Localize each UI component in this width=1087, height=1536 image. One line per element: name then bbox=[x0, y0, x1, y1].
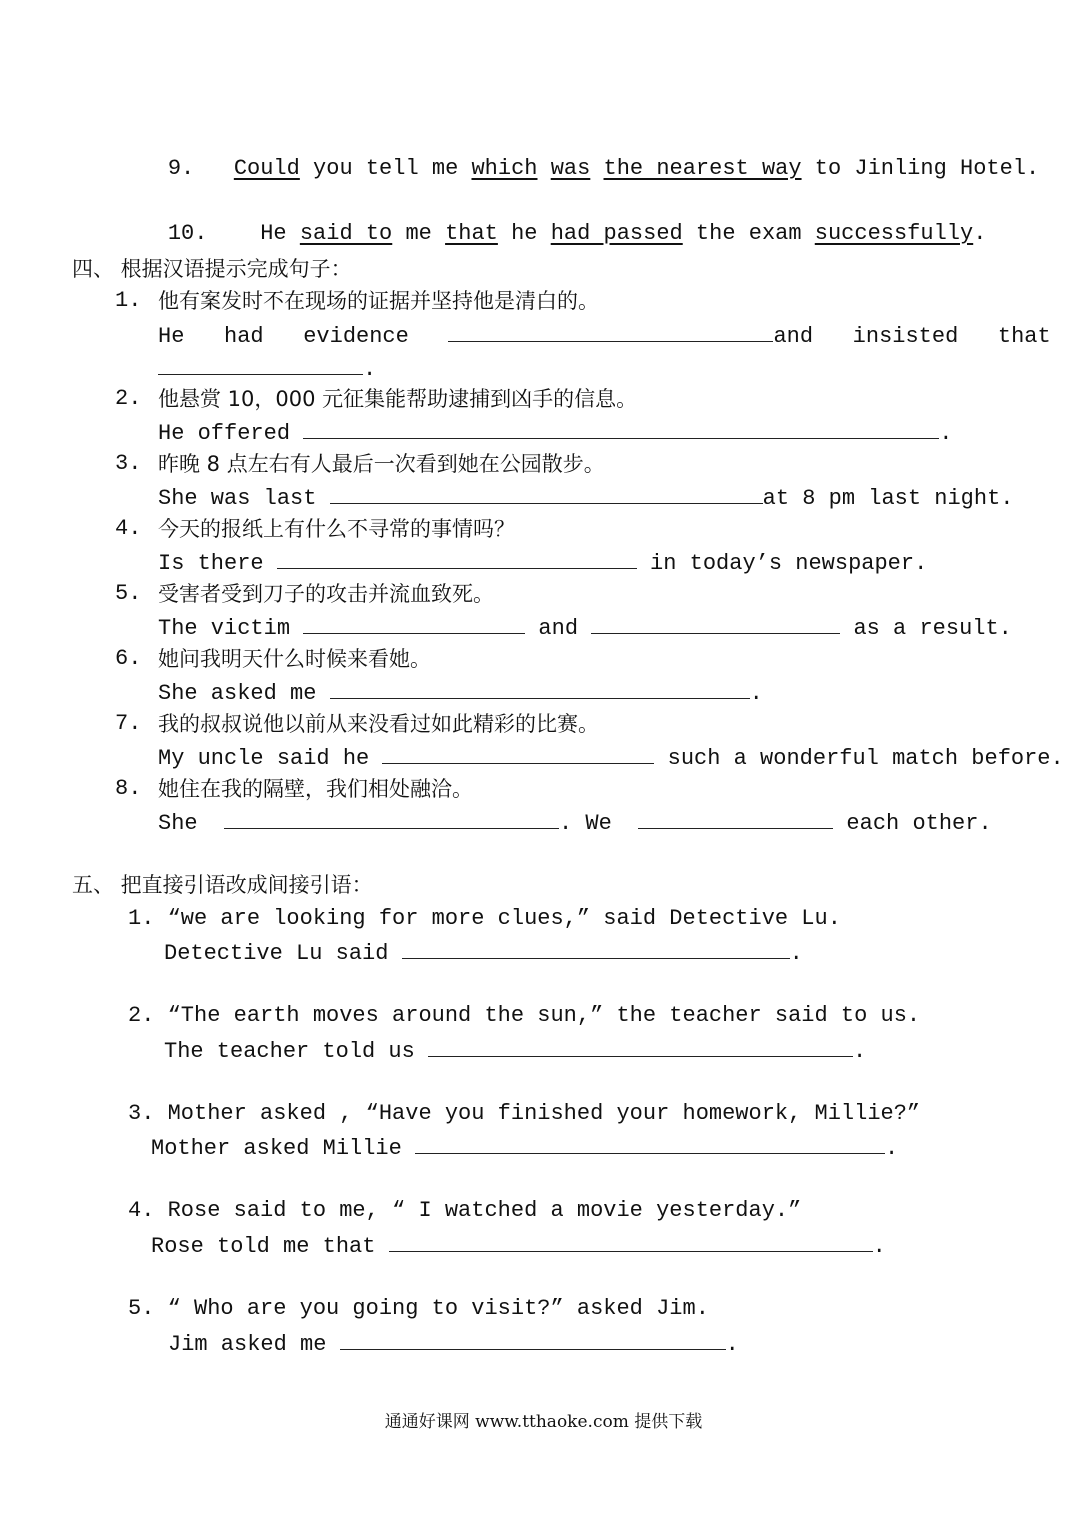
sentence-text: She bbox=[158, 811, 225, 836]
english-sentence bbox=[158, 319, 1051, 352]
sentence-text: in today’s newspaper. bbox=[636, 551, 928, 576]
plain-text: he bbox=[497, 221, 551, 246]
sentence-text: such a wonderful match before. bbox=[654, 746, 1064, 771]
chinese-prompt: 昨晚 8 点左右有人最后一次看到她在公园散步。 bbox=[158, 452, 605, 476]
direct-speech: 5. “ Who are you going to visit?” asked Jim. bbox=[128, 1296, 709, 1321]
underlined-word: the nearest way bbox=[603, 156, 802, 181]
sentence-text: as a result. bbox=[840, 616, 1012, 641]
indirect-speech bbox=[168, 1327, 739, 1360]
plain-text: me bbox=[392, 221, 446, 246]
item-number: 7. bbox=[115, 711, 142, 736]
sentence-text: . bbox=[939, 421, 953, 446]
chinese-prompt: 她问我明天什么时候来看她。 bbox=[158, 647, 431, 671]
sentence-text: and insisted that bbox=[773, 324, 1051, 349]
question-number: 10. bbox=[167, 221, 208, 246]
english-sentence bbox=[158, 806, 992, 839]
sentence-text: She asked me bbox=[158, 681, 330, 706]
plain-text bbox=[590, 156, 603, 181]
sentence-text: at 8 pm last night. bbox=[762, 486, 1014, 511]
direct-speech: 2. “The earth moves around the sun,” the teacher said to us. bbox=[128, 1003, 921, 1028]
underlined-word: which bbox=[471, 156, 538, 181]
sentence-text: She was last bbox=[158, 486, 330, 511]
english-sentence bbox=[158, 741, 1064, 774]
sentence-text: My uncle said he bbox=[158, 746, 383, 771]
english-sentence bbox=[158, 546, 927, 579]
plain-text: you tell me bbox=[299, 156, 472, 181]
sentence-text: . bbox=[853, 1039, 867, 1064]
answer-blank[interactable] bbox=[340, 1327, 726, 1350]
sentence-text: He offered bbox=[158, 421, 304, 446]
underlined-word: said to bbox=[299, 221, 393, 246]
sentence-text: Rose told me that bbox=[151, 1234, 389, 1259]
sentence-text: . bbox=[789, 941, 803, 966]
item-number: 6. bbox=[115, 646, 142, 671]
sentence-text: . bbox=[363, 357, 377, 382]
underlined-word: successfully bbox=[814, 221, 974, 246]
sentence-text: He had evidence bbox=[158, 324, 449, 349]
answer-blank[interactable] bbox=[415, 1131, 885, 1154]
sentence-text: . bbox=[749, 681, 763, 706]
answer-blank[interactable] bbox=[277, 546, 637, 569]
answer-blank[interactable] bbox=[448, 319, 773, 342]
answer-blank[interactable] bbox=[402, 936, 790, 959]
sentence-text: Mother asked Millie bbox=[151, 1136, 416, 1161]
answer-blank[interactable] bbox=[303, 611, 525, 634]
direct-speech: 4. Rose said to me, “ I watched a movie yesterday.” bbox=[128, 1198, 802, 1223]
answer-blank[interactable] bbox=[389, 1229, 873, 1252]
item-number: 3. bbox=[115, 451, 142, 476]
chinese-prompt: 他有案发时不在现场的证据并坚持他是清白的。 bbox=[158, 289, 599, 313]
answer-blank[interactable] bbox=[330, 676, 750, 699]
answer-blank[interactable] bbox=[330, 481, 763, 504]
indirect-speech bbox=[151, 1229, 886, 1262]
answer-blank[interactable] bbox=[428, 1034, 853, 1057]
plain-text: . bbox=[973, 221, 987, 246]
item-number: 2. bbox=[115, 386, 142, 411]
sentence-text: each other. bbox=[833, 811, 992, 836]
chinese-prompt: 我的叔叔说他以前从来没看过如此精彩的比赛。 bbox=[158, 712, 599, 736]
sentence-text: Jim asked me bbox=[168, 1332, 340, 1357]
underlined-word: had passed bbox=[550, 221, 683, 246]
section-heading-5: 五、 把直接引语改成间接引语： bbox=[72, 873, 373, 897]
indirect-speech bbox=[151, 1131, 898, 1164]
sentence-text: Is there bbox=[158, 551, 277, 576]
underlined-word: Could bbox=[233, 156, 300, 181]
item-number: 4. bbox=[115, 516, 142, 541]
sentence-text: and bbox=[525, 616, 592, 641]
item-number: 5. bbox=[115, 581, 142, 606]
footer-credit: 通通好课网 www.tthaoke.com 提供下载 bbox=[384, 1412, 703, 1432]
sentence-text: . bbox=[872, 1234, 886, 1259]
chinese-prompt: 受害者受到刀子的攻击并流血致死。 bbox=[158, 582, 494, 606]
chinese-prompt: 今天的报纸上有什么不寻常的事情吗？ bbox=[158, 517, 515, 541]
answer-blank[interactable] bbox=[224, 806, 559, 829]
answer-blank[interactable] bbox=[158, 352, 363, 375]
english-sentence bbox=[158, 611, 1012, 644]
english-sentence-cont bbox=[158, 352, 376, 385]
plain-text bbox=[538, 156, 551, 181]
item-number: 1. bbox=[115, 288, 142, 313]
plain-text: the exam bbox=[682, 221, 815, 246]
chinese-prompt: 他悬赏 10，000 元征集能帮助逮捕到凶手的信息。 bbox=[158, 387, 638, 411]
sentence-text: . bbox=[885, 1136, 899, 1161]
answer-blank[interactable] bbox=[303, 416, 939, 439]
english-sentence bbox=[158, 416, 952, 449]
sentence-text: Detective Lu said bbox=[164, 941, 402, 966]
sentence-text: . We bbox=[559, 811, 639, 836]
indirect-speech bbox=[164, 1034, 866, 1067]
answer-blank[interactable] bbox=[638, 806, 833, 829]
chinese-prompt: 她住在我的隔壁，我们相处融洽。 bbox=[158, 777, 473, 801]
question-number: 9. bbox=[167, 156, 195, 181]
item-number: 8. bbox=[115, 776, 142, 801]
plain-text: to Jinling Hotel. bbox=[801, 156, 1040, 181]
sentence-text: The victim bbox=[158, 616, 304, 641]
underlined-word: that bbox=[445, 221, 498, 246]
answer-blank[interactable] bbox=[591, 611, 840, 634]
answer-blank[interactable] bbox=[382, 741, 654, 764]
sentence-text: The teacher told us bbox=[164, 1039, 429, 1064]
indirect-speech bbox=[164, 936, 803, 969]
direct-speech: 1. “we are looking for more clues,” said Detective Lu. bbox=[128, 906, 841, 931]
direct-speech: 3. Mother asked , “Have you finished your homework, Millie?” bbox=[128, 1101, 921, 1126]
english-sentence bbox=[158, 481, 1013, 514]
plain-text: He bbox=[260, 221, 300, 246]
english-sentence bbox=[158, 676, 763, 709]
section-heading-4: 四、 根据汉语提示完成句子： bbox=[72, 257, 352, 281]
sentence-text: . bbox=[725, 1332, 739, 1357]
underlined-word: was bbox=[550, 156, 591, 181]
